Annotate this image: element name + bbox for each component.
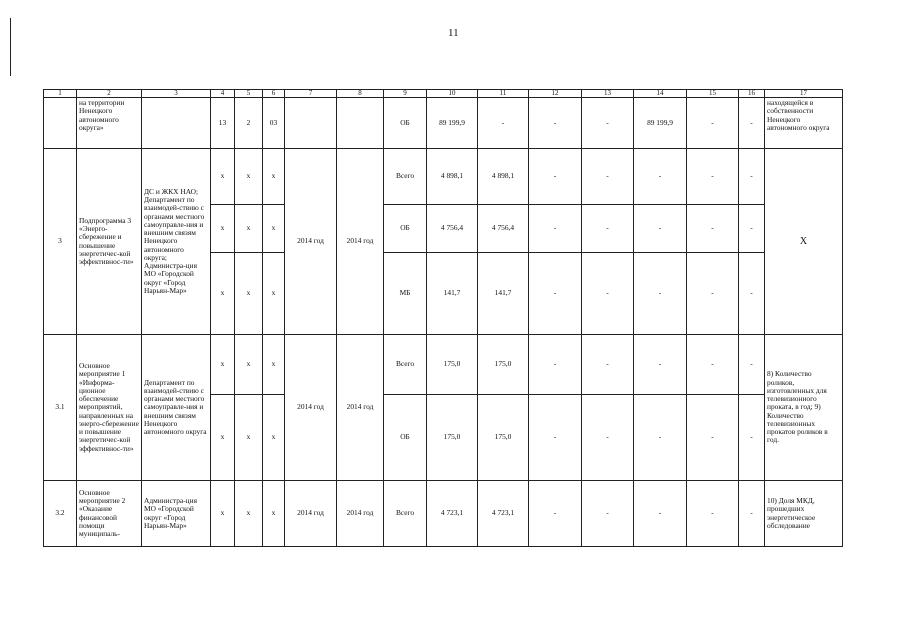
end-cell: 2014 год <box>337 481 384 547</box>
value-cell: 4 898,1 <box>478 149 529 205</box>
value-cell: 175,0 <box>478 335 529 395</box>
table-row <box>44 98 843 149</box>
row-number-cell: 3.2 <box>44 481 77 547</box>
col-number: 17 <box>765 90 843 98</box>
col-number: 15 <box>687 90 739 98</box>
executor-cell: ДС и ЖКХ НАО; Департамент по взаимодей-ствию с органами местного самоуправле-ния и внешним связям Ненецкого автономного округа; Администра-ция МО «Городской округ «Город Нарьян-Мар» <box>142 149 211 335</box>
kbk-cell: х <box>235 205 263 253</box>
value-cell: - <box>687 98 739 149</box>
source-cell: Всего <box>384 335 427 395</box>
kbk-cell: х <box>211 149 235 205</box>
value-cell: - <box>529 395 582 481</box>
kbk-cell: х <box>263 395 285 481</box>
start-cell: 2014 год <box>285 481 337 547</box>
value-cell: - <box>739 395 765 481</box>
kbk-cell: 13 <box>211 98 235 149</box>
kbk-cell: х <box>235 149 263 205</box>
kbk-cell: х <box>211 335 235 395</box>
total-cell: 4 723,1 <box>427 481 478 547</box>
value-cell: - <box>529 481 582 547</box>
col-number: 12 <box>529 90 582 98</box>
start-cell: 2014 год <box>285 149 337 335</box>
value-cell: - <box>634 481 687 547</box>
value-cell: 4 723,1 <box>478 481 529 547</box>
value-cell: - <box>582 335 634 395</box>
value-cell: - <box>739 253 765 335</box>
value-cell: - <box>634 395 687 481</box>
value-cell: - <box>687 481 739 547</box>
value-cell: - <box>634 205 687 253</box>
result-cell: 8) Количество роликов, изготовленных для телевизионного проката, в год; 9) Количество телевизионных прокатов роликов в год. <box>765 335 843 481</box>
value-cell: 175,0 <box>478 395 529 481</box>
source-cell: Всего <box>384 149 427 205</box>
value-cell: - <box>582 205 634 253</box>
value-cell: - <box>687 149 739 205</box>
col-number: 5 <box>235 90 263 98</box>
source-cell: ОБ <box>384 205 427 253</box>
col-number: 16 <box>739 90 765 98</box>
total-cell: 4 898,1 <box>427 149 478 205</box>
row-number-cell <box>44 98 77 149</box>
value-cell: - <box>687 205 739 253</box>
col-number: 3 <box>142 90 211 98</box>
col-number: 4 <box>211 90 235 98</box>
col-number: 13 <box>582 90 634 98</box>
value-cell: - <box>634 149 687 205</box>
col-number: 8 <box>337 90 384 98</box>
value-cell: - <box>739 98 765 149</box>
value-cell: - <box>529 149 582 205</box>
start-cell <box>285 98 337 149</box>
program-table <box>43 89 843 547</box>
event-name: на территории Ненецкого автономного округа» <box>77 98 142 149</box>
value-cell: - <box>529 253 582 335</box>
value-cell: 141,7 <box>478 253 529 335</box>
value-cell: - <box>529 98 582 149</box>
col-number: 7 <box>285 90 337 98</box>
value-cell: - <box>634 335 687 395</box>
kbk-cell: х <box>263 205 285 253</box>
col-number: 2 <box>77 90 142 98</box>
end-cell: 2014 год <box>337 335 384 481</box>
value-cell: - <box>529 205 582 253</box>
result-cell: 10) Доля МКД, прошедших энергетическое обследование <box>765 481 843 547</box>
value-cell: - <box>739 149 765 205</box>
value-cell: 89 199,9 <box>634 98 687 149</box>
kbk-cell: х <box>235 481 263 547</box>
col-number: 11 <box>478 90 529 98</box>
kbk-cell: х <box>263 149 285 205</box>
column-number-row <box>44 90 843 98</box>
margin-line <box>10 18 11 76</box>
kbk-cell: х <box>263 481 285 547</box>
result-cell: находящейся в собственности Ненецкого автономного округа <box>765 98 843 149</box>
event-name: Основное мероприятие 2 «Оказание финансовой помощи муниципаль- <box>77 481 142 547</box>
value-cell: - <box>478 98 529 149</box>
total-cell: 4 756,4 <box>427 205 478 253</box>
value-cell: - <box>582 98 634 149</box>
kbk-cell: х <box>211 395 235 481</box>
col-number: 1 <box>44 90 77 98</box>
row-number-cell: 3.1 <box>44 335 77 481</box>
total-cell: 175,0 <box>427 335 478 395</box>
col-number: 6 <box>263 90 285 98</box>
kbk-cell: х <box>211 481 235 547</box>
end-cell <box>337 98 384 149</box>
kbk-cell: х <box>211 205 235 253</box>
start-cell: 2014 год <box>285 335 337 481</box>
source-cell: ОБ <box>384 395 427 481</box>
total-cell: 89 199,9 <box>427 98 478 149</box>
kbk-cell: х <box>211 253 235 335</box>
result-cell: Х <box>765 149 843 335</box>
value-cell: - <box>634 253 687 335</box>
value-cell: - <box>739 481 765 547</box>
end-cell: 2014 год <box>337 149 384 335</box>
kbk-cell: х <box>263 253 285 335</box>
value-cell: - <box>687 253 739 335</box>
value-cell: - <box>582 149 634 205</box>
value-cell: - <box>529 335 582 395</box>
executor-cell <box>142 98 211 149</box>
col-number: 14 <box>634 90 687 98</box>
row-number-cell: 3 <box>44 149 77 335</box>
total-cell: 141,7 <box>427 253 478 335</box>
source-cell: МБ <box>384 253 427 335</box>
subprogram-name: Подпрограмма 3 «Энерго-сбережение и повышение энергетичес-кой эффективнос-ти» <box>77 149 142 335</box>
col-number: 10 <box>427 90 478 98</box>
executor-cell: Администра-ция МО «Городской округ «Город Нарьян-Мар» <box>142 481 211 547</box>
kbk-cell: х <box>235 253 263 335</box>
value-cell: - <box>687 335 739 395</box>
total-cell: 175,0 <box>427 395 478 481</box>
value-cell: - <box>582 253 634 335</box>
value-cell: 4 756,4 <box>478 205 529 253</box>
value-cell: - <box>582 395 634 481</box>
kbk-cell: х <box>263 335 285 395</box>
kbk-cell: х <box>235 395 263 481</box>
kbk-cell: 03 <box>263 98 285 149</box>
event-name: Основное мероприятие 1 «Информа-ционное обеспечение мероприятий, направленных на энерго-сбережение и повышение энергетичес-кой эффективнос-ти» <box>77 335 142 481</box>
table-row <box>44 335 843 395</box>
value-cell: - <box>739 335 765 395</box>
value-cell: - <box>687 395 739 481</box>
source-cell: Всего <box>384 481 427 547</box>
table-row <box>44 149 843 205</box>
kbk-cell: х <box>235 335 263 395</box>
page-number: 11 <box>448 27 459 39</box>
source-cell: ОБ <box>384 98 427 149</box>
table-row <box>44 481 843 547</box>
value-cell: - <box>739 205 765 253</box>
value-cell: - <box>582 481 634 547</box>
kbk-cell: 2 <box>235 98 263 149</box>
col-number: 9 <box>384 90 427 98</box>
executor-cell: Департамент по взаимодей-ствию с органами местного самоуправле-ния и внешним связям Ненецкого автономного округа <box>142 335 211 481</box>
